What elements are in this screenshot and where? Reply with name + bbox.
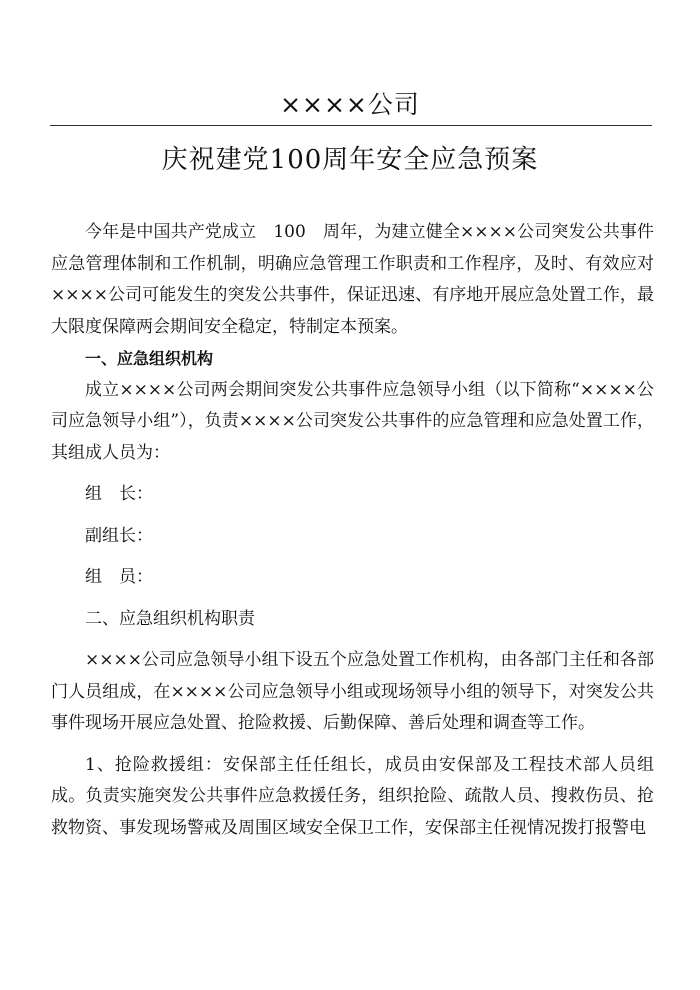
company-name: ××××公司: [280, 90, 420, 119]
document-body: [51, 217, 654, 844]
member-deputy: 副组长：: [85, 525, 153, 546]
header-divider: [50, 125, 652, 126]
document-title: 庆祝建党100周年安全应急预案: [161, 145, 539, 175]
member-leader: 组 长：: [85, 484, 153, 504]
section-heading-organization: 一、应急组织机构: [85, 349, 214, 368]
member-staff: 组 员：: [85, 567, 153, 587]
rescue-team-paragraph: 1、抢险救援组：安保部主任任组长，成员由安保部及工程技术部人员组成。负责实施突发公共事件应急救援任务，组织抢险、疏散人员、搜救伤员、抢救物资、事发现场警戒及周围区域安全保卫工作，安保部主任视情况拨打报警电: [51, 754, 654, 838]
organization-paragraph: 成立××××公司两会期间突发公共事件应急领导小组（以下简称“××××公司应急领导小组”），负责××××公司突发公共事件的应急管理和应急处置工作，其组成人员为：: [51, 379, 654, 463]
intro-paragraph: 今年是中国共产党成立 100 周年，为建立健全××××公司突发公共事件应急管理体制和工作机制，明确应急管理工作职责和工作程序，及时、有效应对××××公司可能发生的突发公共事件，保证迅速、有序地开展应急处置工作，最大限度保障两会期间安全稳定，特制定本预案。: [51, 222, 654, 337]
section-heading-duties: 二、应急组织机构职责: [85, 608, 255, 629]
duties-paragraph: ××××公司应急领导小组下设五个应急处置工作机构，由各部门主任和各部门人员组成，在××××公司应急领导小组或现场领导小组的领导下，对突发公共事件现场开展应急处置、抢险救援、后勤保障、善后处理和调查等工作。: [51, 650, 654, 733]
